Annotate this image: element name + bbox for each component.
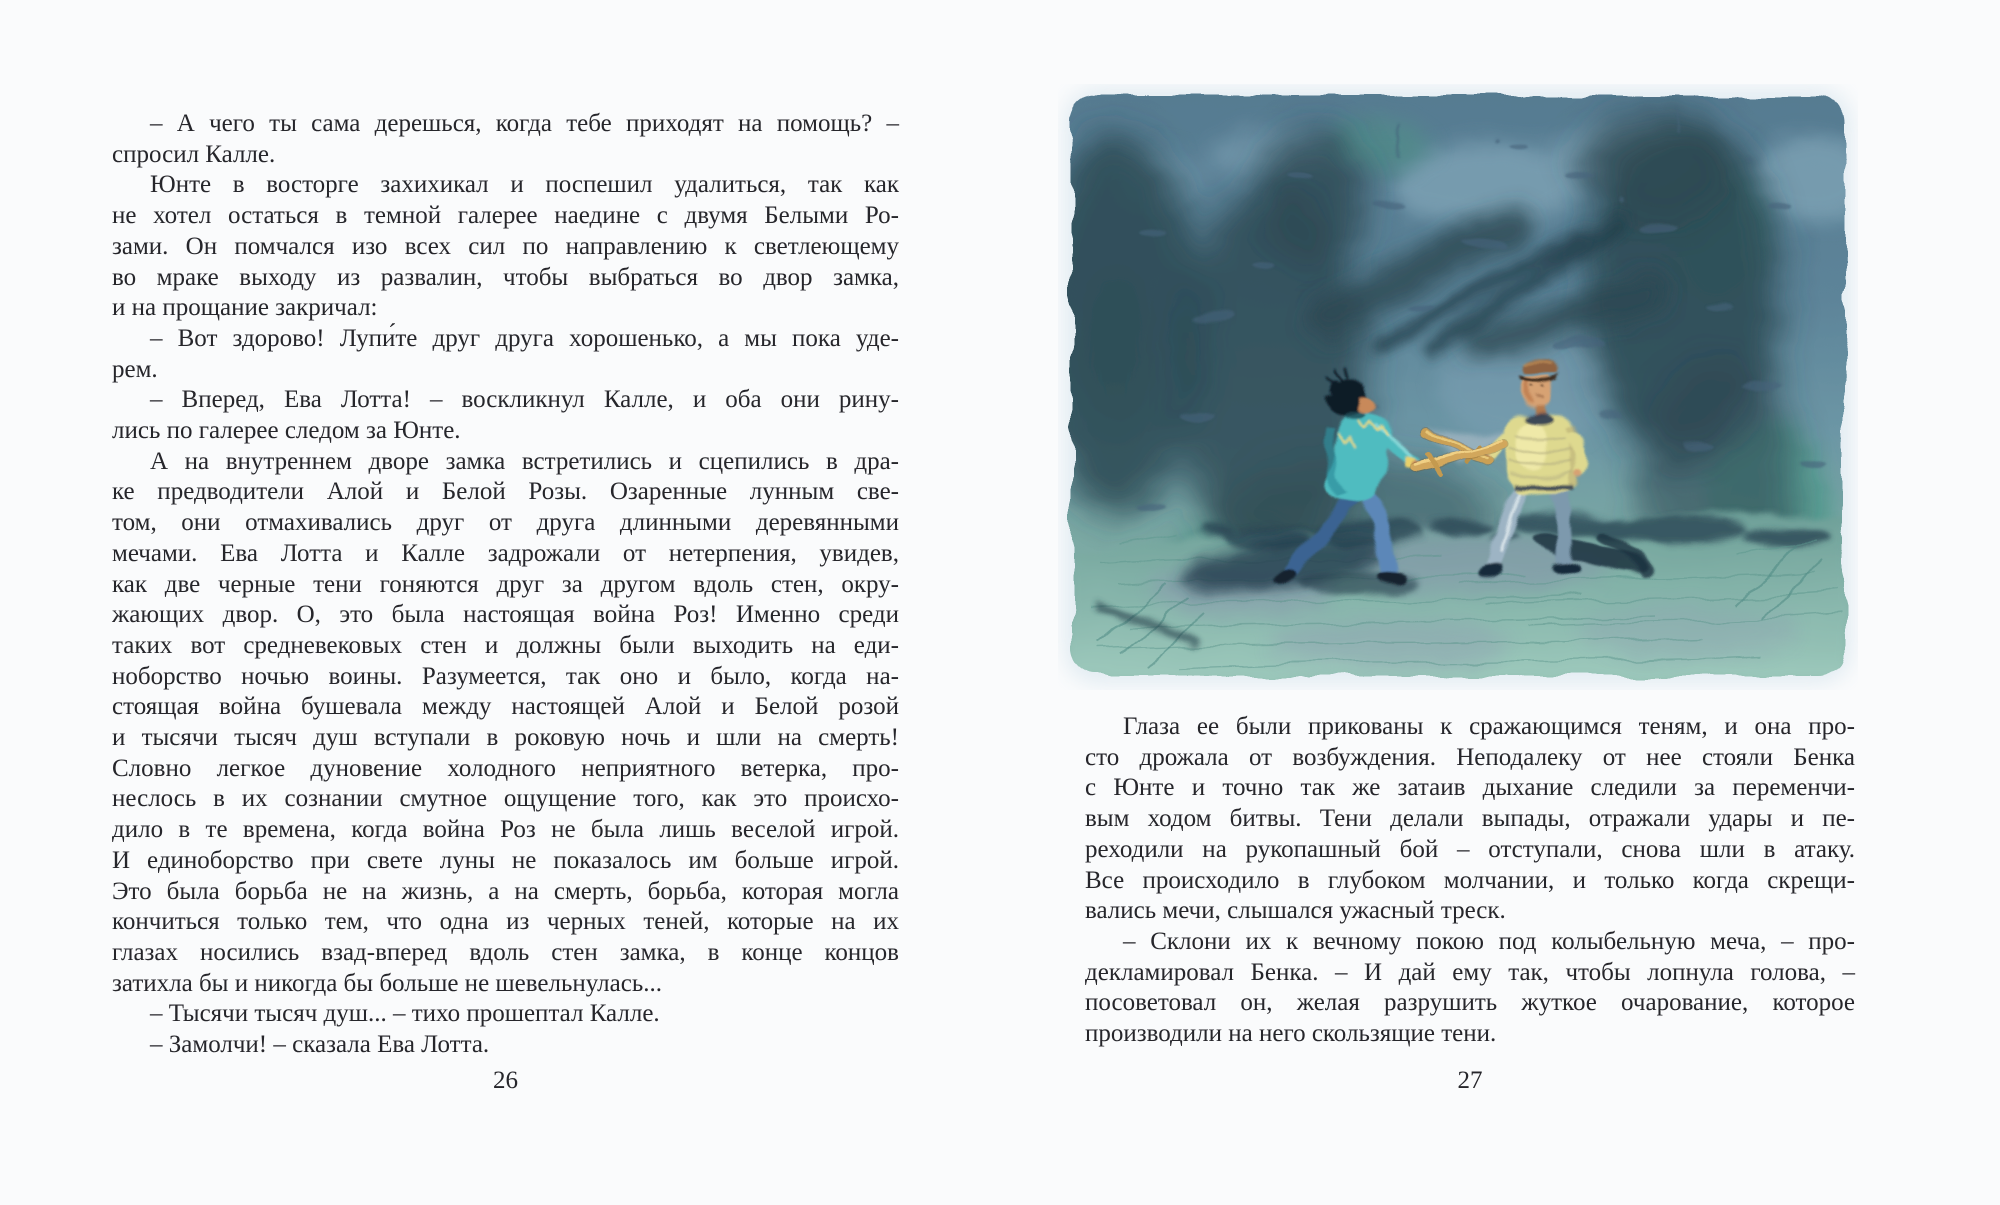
text-line: Глаза ее были прикованы к сражающимся теням, и она про- [1123,713,1855,740]
text-line: – Тысячи тысяч душ... – тихо прошептал Калле. [150,1000,660,1028]
text-line: не хотел остаться в темной галерее наедине с двумя Белыми Ро- [112,202,899,230]
text-line: декламировал Бенка. – И дай ему так, чтобы лопнула голова, – [1085,958,1855,986]
text-line: неслось в их сознании смутное ощущение того, как это происхо- [112,785,899,813]
text-line: и на прощание закричал: [112,294,378,322]
text-line: Словно легкое дуновение холодного неприятного ветерка, про- [112,754,899,782]
text-line: вались мечи, слышался ужасный треск. [1085,897,1506,925]
text-line: ке предводители Алой и Белой Розы. Озаренные лунным све- [112,478,899,506]
right-page-text [1085,712,1855,1050]
text-line: во мраке выходу из развалин, чтобы выбраться во двор замка, [112,263,899,291]
text-line: мечами. Ева Лотта и Калле задрожали от нетерпения, увидев, [112,539,899,567]
left-page-number: 26 [493,1067,518,1094]
text-line: кончиться только тем, что одна из черных теней, которые на их [112,908,899,936]
text-line: глазах носились взад-вперед вдоль стен замка, в конце концов [112,938,899,966]
text-line: посоветовал он, желая разрушить жуткое очарование, которое [1085,989,1855,1017]
text-line: – Замолчи! – сказала Ева Лотта. [150,1031,490,1059]
text-line: производили на него скользящие тени. [1085,1020,1497,1048]
text-line: с Юнте и точно так же затаив дыхание следили за переменчи- [1085,774,1855,802]
text-line: зами. Он помчался изо всех сил по направлению к светлеющему [112,232,899,260]
text-line: и тысячи тысяч душ вступали в роковую ночь и шли на смерть! [112,724,899,752]
text-line: Все происходило в глубоком молчании, и только когда скрещи- [1085,866,1855,894]
text-line: таких вот средневековых стен и должны были выходить на еди- [112,631,899,659]
illustration [1058,84,1858,690]
left-page-text [112,109,899,1061]
text-line: спросил Калле. [112,140,276,168]
text-line: стоящая война бушевала между настоящей Алой и Белой розой [112,693,899,721]
text-line: ноборство ночью воины. Разумеется, так оно и было, когда на- [112,662,899,690]
text-line: лись по галерее следом за Юнте. [112,417,461,445]
text-line: – Склони их к вечному покою под колыбельную меча, – про- [1123,927,1855,955]
text-line: А на внутреннем дворе замка встретились и сцепились в дра- [150,447,899,475]
text-line: И единоборство при свете луны не показалось им больше игрой. [112,846,899,874]
text-line: дило в те времена, когда война Роз не была лишь веселой игрой. [112,816,899,844]
right-page-number: 27 [1457,1067,1483,1094]
text-line: Это была борьба не на жизнь, а на смерть, борьба, которая могла [112,877,899,905]
text-line: рем. [112,355,158,383]
text-line: – А чего ты сама дерешься, когда тебе приходят на помощь? – [150,110,899,137]
text-line: реходили на рукопашный бой – отступали, снова шли в атаку. [1085,835,1855,863]
text-line: вым ходом битвы. Тени делали выпады, отражали удары и пе- [1085,805,1855,833]
painting [1058,96,1858,676]
text-line: Юнте в восторге захихикал и поспешил удалиться, так как [150,171,899,199]
text-line: сто дрожала от возбуждения. Неподалеку от нее стояли Бенка [1085,743,1855,771]
text-line: затихла бы и никогда бы больше не шевельнулась... [112,969,662,997]
text-line: том, они отмахивались друг от друга длинными деревянными [112,509,899,537]
text-line: жающих двор. О, это была настоящая война Роз! Именно среди [112,601,899,629]
text-line: как две черные тени гоняются друг за другом вдоль стен, окру- [112,570,899,598]
text-line: – Вот здорово! Лупи́те друг друга хорошенько, а мы пока уде- [150,324,899,352]
text-line: – Вперед, Ева Лотта! – воскликнул Калле, и оба они рину- [150,386,899,414]
